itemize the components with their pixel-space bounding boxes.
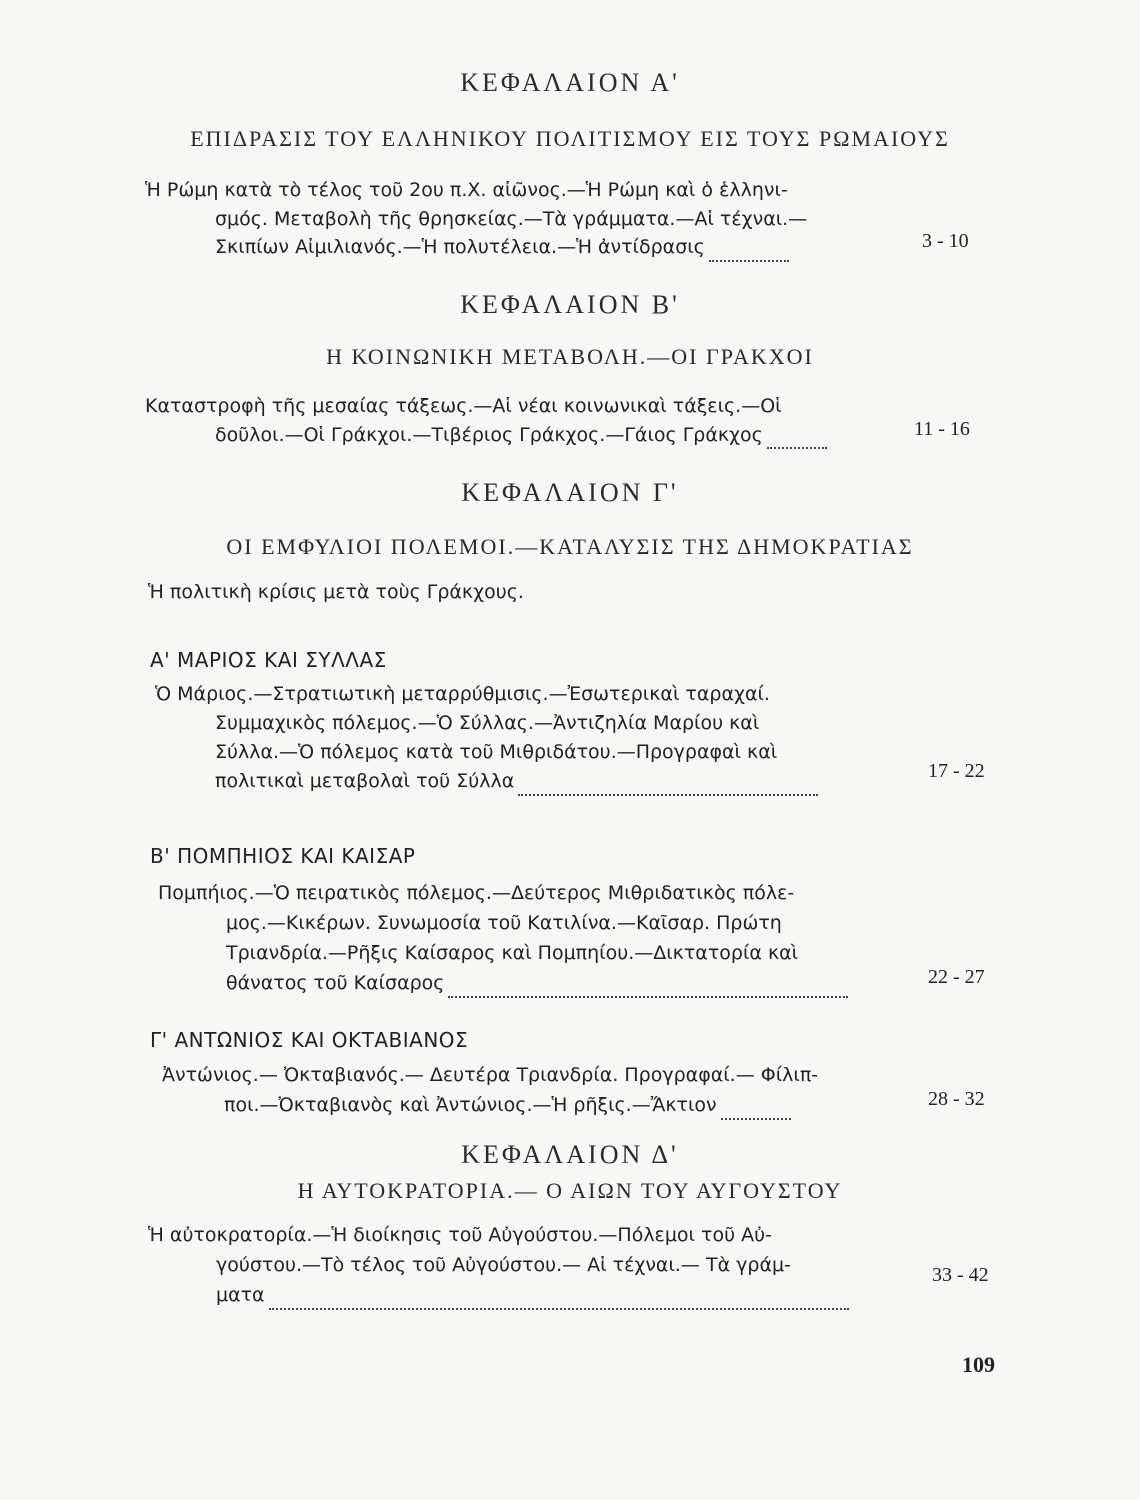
entry-line: γούστου.—Τὸ τέλος τοῦ Αὐγούστου.— Αἱ τέχναι.— Τὰ γράμ- [216,1254,791,1276]
section-b-pages: 22 - 27 [928,966,985,988]
chapter-b-pages: 11 - 16 [914,418,970,440]
chapter-d-entry [148,1220,888,1310]
entry-line: δοῦλοι.—Οἱ Γράκχοι.—Τιβέριος Γράκχος.—Γάιος Γράκχος [215,423,763,446]
leader-dots [709,242,789,262]
entry-line: Ἡ αὐτοκρατορία.—Ἡ διοίκησις τοῦ Αὐγούστου.—Πόλεμοι τοῦ Αὐ- [148,1224,772,1246]
entry-line: Ὁ Μάριος.—Στρατιωτικὴ μεταρρύθμισις.—Ἐσωτερικαὶ ταραχαί. [155,683,770,705]
chapter-b-heading: ΚΕΦΑΛΑΙΟΝ Β' [460,290,680,319]
section-a-head: Α' ΜΑΡΙΟΣ ΚΑΙ ΣΥΛΛΑΣ [150,648,387,672]
leader-dots [767,429,827,449]
chapter-b-title: Η ΚΟΙΝΩΝΙΚΗ ΜΕΤΑΒΟΛΗ.—ΟΙ ΓΡΑΚΧΟΙ [326,344,814,369]
leader-dots [721,1100,791,1120]
leader-dots [518,776,818,796]
chapter-a-entry [145,176,885,262]
section-c-entry [162,1060,902,1120]
intro-line: Ἡ πολιτικὴ κρίσις μετὰ τοὺς Γράκχους. [148,581,524,603]
chapter-d-heading: ΚΕΦΑΛΑΙΟΝ Δ' [461,1140,679,1169]
chapter-a-title: ΕΠΙΔΡΑΣΙΣ ΤΟΥ ΕΛΛΗΝΙΚΟΥ ΠΟΛΙΤΙΣΜΟΥ ΕΙΣ ΤΟΥΣ ΡΩΜΑΙΟΥΣ [190,126,950,151]
chapter-b-entry [145,392,885,449]
chapter-a-pages: 3 - 10 [922,230,969,252]
entry-line: Τριανδρία.—Ρῆξις Καίσαρος καὶ Πομπηίου.—Δικτατορία καὶ [226,942,799,964]
entry-line: Ἀντώνιος.— Ὀκταβιανός.— Δευτέρα Τριανδρία. Προγραφαί.— Φίλιπ- [162,1064,819,1086]
leader-dots [269,1290,849,1310]
chapter-c-heading: ΚΕΦΑΛΑΙΟΝ Γ' [461,478,679,507]
section-c-pages: 28 - 32 [928,1088,985,1110]
entry-line: Πομπήιος.—Ὁ πειρατικὸς πόλεμος.—Δεύτερος Μιθριδατικὸς πόλε- [158,882,795,904]
section-a-entry [155,680,895,796]
leader-dots [448,978,848,998]
chapter-c-title: ΟΙ ΕΜΦΥΛΙΟΙ ΠΟΛΕΜΟΙ.—ΚΑΤΑΛΥΣΙΣ ΤΗΣ ΔΗΜΟΚΡΑΤΙΑΣ [226,534,914,559]
section-b-head: Β' ΠΟΜΠΗΙΟΣ ΚΑΙ ΚΑΙΣΑΡ [150,844,416,868]
section-c-head: Γ' ΑΝΤΩΝΙΟΣ ΚΑΙ ΟΚΤΑΒΙΑΝΟΣ [150,1028,469,1052]
entry-line: μος.—Κικέρων. Συνωμοσία τοῦ Κατιλίνα.—Καῖσαρ. Πρώτη [226,912,782,934]
entry-line: Σκιπίων Αἰμιλιανός.—Ἡ πολυτέλεια.—Ἡ ἀντίδρασις [215,236,705,258]
entry-line: θάνατος τοῦ Καίσαρος [226,972,445,994]
section-a-pages: 17 - 22 [928,760,985,782]
entry-line: Καταστροφὴ τῆς μεσαίας τάξεως.—Αἱ νέαι κοινωνικαὶ τάξεις.—Οἱ [145,395,782,417]
chapter-c-intro [148,578,888,607]
section-b-entry [158,878,898,998]
entry-line: ματα [216,1284,265,1306]
entry-line: Συμμαχικὸς πόλεμος.—Ὁ Σύλλας.—Ἀντιζηλία Μαρίου καὶ [215,712,760,734]
entry-line: Ἡ Ρώμη κατὰ τὸ τέλος τοῦ 2ου π.Χ. αἰῶνος.—Ἡ Ρώμη καὶ ὁ ἑλληνι- [145,179,788,201]
chapter-a-heading: ΚΕΦΑΛΑΙΟΝ Α' [460,68,680,97]
entry-line: Σύλλα.—Ὁ πόλεμος κατὰ τοῦ Μιθριδάτου.—Προγραφαὶ καὶ [215,741,778,763]
page-number: 109 [962,1352,995,1377]
chapter-d-title: Η ΑΥΤΟΚΡΑΤΟΡΙΑ.— Ο ΑΙΩΝ ΤΟΥ ΑΥΓΟΥΣΤΟΥ [297,1178,843,1203]
entry-line: σμός. Μεταβολὴ τῆς θρησκείας.—Τὰ γράμματα.—Αἱ τέχναι.— [215,207,808,230]
entry-line: πολιτικαὶ μεταβολαὶ τοῦ Σύλλα [215,770,515,792]
chapter-d-pages: 33 - 42 [932,1264,989,1286]
entry-line: ποι.—Ὀκταβιανὸς καὶ Ἀντώνιος.—Ἡ ρῆξις.—Ἄκτιον [224,1094,717,1116]
